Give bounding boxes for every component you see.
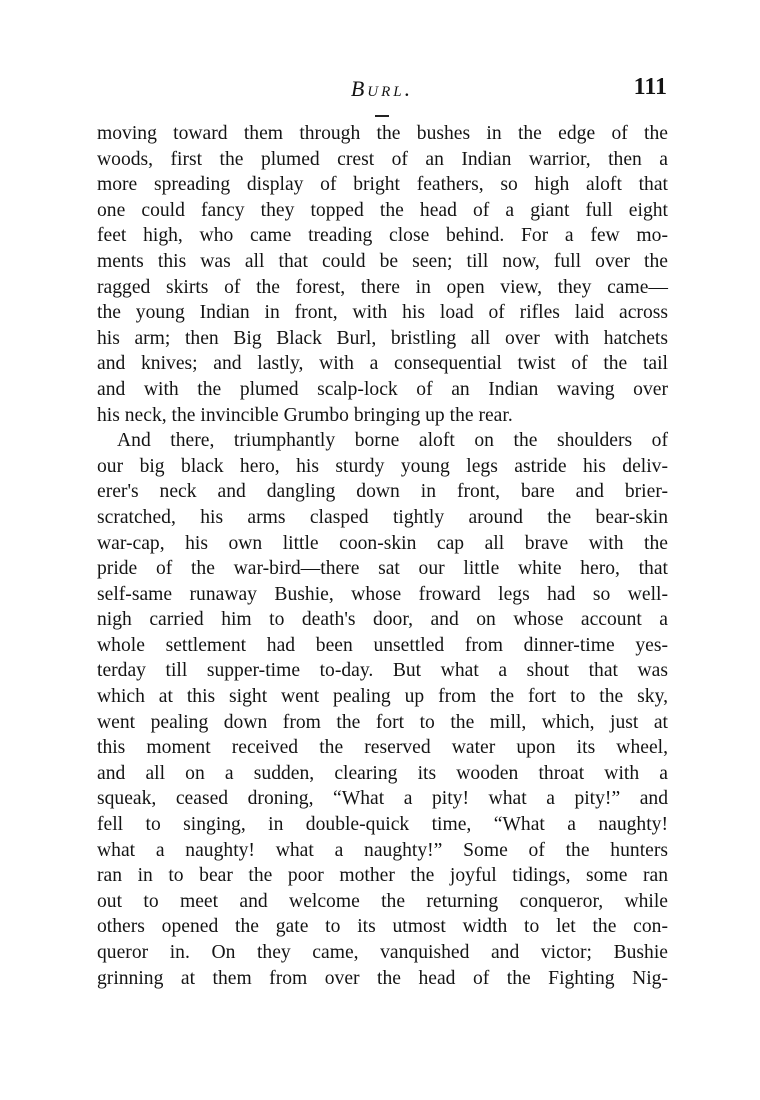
text-line: ragged skirts of the forest, there in open view, they came—: [97, 276, 668, 298]
page-number: 111: [633, 74, 667, 100]
text-line: And there, triumphantly borne aloft on the shoulders of: [117, 430, 668, 452]
text-line: more spreading display of bright feathers, so high aloft that: [97, 174, 668, 196]
text-line: erer's neck and dangling down in front, bare and brier-: [97, 481, 668, 503]
text-line: went pealing down from the fort to the mill, which, just at: [97, 711, 668, 733]
text-line: and all on a sudden, clearing its wooden throat with a: [97, 762, 668, 784]
text-line: and knives; and lastly, with a consequential twist of the tail: [97, 353, 668, 375]
text-line: and with the plumed scalp-lock of an Indian waving over: [97, 378, 668, 400]
text-line: our big black hero, his sturdy young legs astride his deliv-: [97, 455, 668, 477]
header-rule: [375, 115, 389, 117]
text-line: pride of the war-bird—there sat our little white hero, that: [97, 558, 668, 580]
text-line: moving toward them through the bushes in the edge of the: [97, 123, 668, 144]
text-line: nigh carried him to death's door, and on whose account a: [97, 609, 668, 631]
text-line: self-same runaway Bushie, whose froward legs had so well-: [97, 583, 668, 605]
text-line: war-cap, his own little coon-skin cap all brave with the: [97, 532, 668, 554]
text-line: his arm; then Big Black Burl, bristling all over with hatchets: [97, 327, 668, 349]
text-line: what a naughty! what a naughty!” Some of the hunters: [97, 839, 668, 861]
text-line: the young Indian in front, with his load of rifles laid across: [97, 302, 668, 324]
text-line: fell to singing, in double-quick time, “What a naughty!: [97, 814, 668, 836]
text-line: feet high, who came treading close behind. For a few mo-: [97, 225, 668, 247]
text-line: ments this was all that could be seen; till now, full over the: [97, 250, 668, 272]
text-line: which at this sight went pealing up from the fort to the sky,: [97, 686, 668, 708]
text-line: queror in. On they came, vanquished and victor; Bushie: [97, 942, 668, 963]
text-line: his neck, the invincible Grumbo bringing up the rear.: [97, 404, 513, 426]
text-line: scratched, his arms clasped tightly around the bear-skin: [97, 506, 668, 528]
text-line: this moment received the reserved water upon its wheel,: [97, 737, 668, 759]
running-head: [97, 76, 667, 106]
text-line: others opened the gate to its utmost width to let the con-: [97, 916, 668, 938]
text-line: terday till supper-time to-day. But what a shout that was: [97, 660, 668, 682]
text-line: whole settlement had been unsettled from dinner-time yes-: [97, 634, 668, 656]
text-line: grinning at them from over the head of the Fighting Nig-: [97, 967, 668, 989]
text-line: out to meet and welcome the returning conqueror, while: [97, 890, 668, 912]
text-line: squeak, ceased droning, “What a pity! what a pity!” and: [97, 788, 668, 810]
running-title: Burl.: [350, 76, 414, 101]
body-text: [97, 121, 668, 991]
text-line: ran in to bear the poor mother the joyful tidings, some ran: [97, 865, 668, 887]
text-line: one could fancy they topped the head of a giant full eight: [97, 199, 668, 221]
text-line: woods, first the plumed crest of an Indian warrior, then a: [97, 148, 668, 170]
